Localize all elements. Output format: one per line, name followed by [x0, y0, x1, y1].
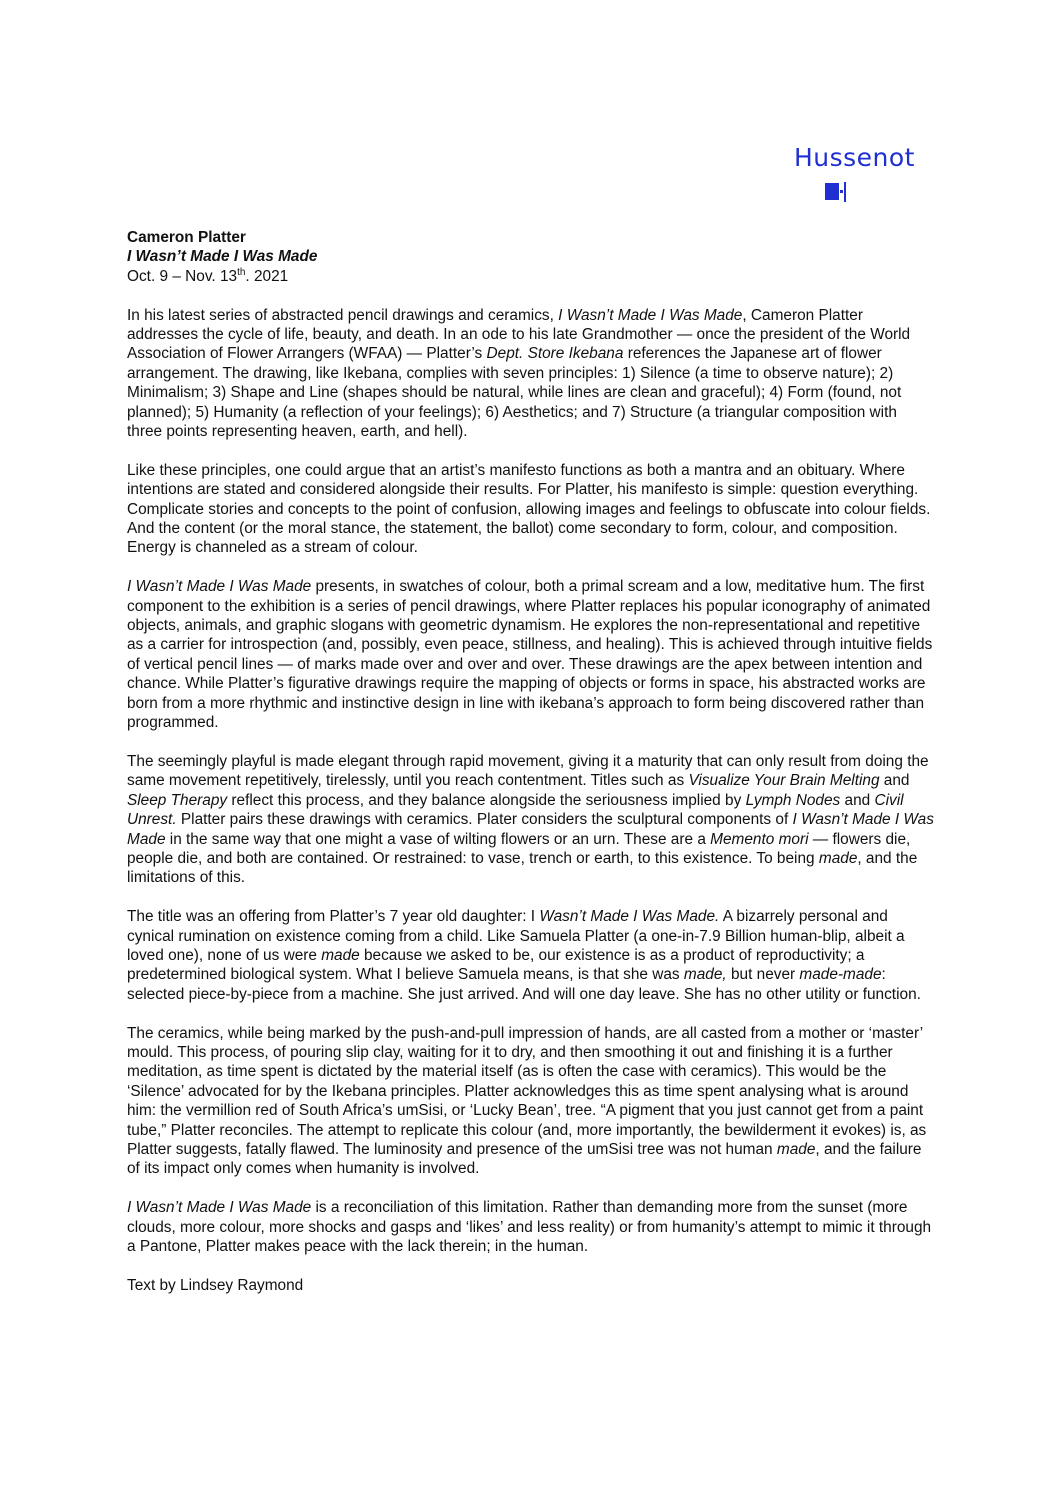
exhibition-heading	[127, 228, 935, 286]
paragraph-4: The seemingly playful is made elegant through rapid movement, giving it a maturity that can only result from doing the same movement repetitively, tirelessly, until you reach contentment. Titles such as Visualize Your Brain Melting and Sleep Therapy reflect this process, and they balance alongside the seriousness implied by Lymph Nodes and Civil Unrest. Platter pairs these drawings with ceramics. Plater considers the sculptural components of I Wasn’t Made I Was Made in the same way that one might a vase of wilting flowers or an urn. These are a Memento mori — flowers die, people die, and both are contained. Or restrained: to vase, trench or earth, to this existence. To being made, and the limitations of this.	[127, 752, 934, 887]
press-release-body	[127, 228, 935, 1295]
paragraph-6: The ceramics, while being marked by the push-and-pull impression of hands, are all casted from a mother or ‘master’ mould. This process, of pouring slip clay, waiting for it to dry, and then smoothing it out and finishing it is a further meditation, as time spent is dictated by the material itself (as is often the case with ceramics). This would be the ‘Silence’ advocated for by the Ikebana principles. Platter acknowledges this as time spent analysing what is around him: the vermillion red of South Africa’s umSisi, or ‘Lucky Bean’, tree. “A pigment that you just cannot get from a paint tube,” Platter reconciles. The attempt to replicate this colour (and, more importantly, the bewilderment it evokes) is, as Platter suggests, fatally flawed. The luminosity and presence of the umSisi tree was not human made, and the failure of its impact only comes when humanity is involved.	[127, 1024, 927, 1178]
paragraph-7: I Wasn’t Made I Was Made is a reconciliation of this limitation. Rather than demanding more from the sunset (more clouds, more colour, more shocks and gasps and ‘likes’ and less reality) or from humanity’s attempt to mimic it through a Pantone, Platter makes peace with the lack therein; in the human.	[127, 1199, 932, 1256]
exhibition-dates: Oct. 9 – Nov. 13th. 2021	[127, 266, 289, 285]
brand-logo-icon	[825, 182, 849, 202]
author-credit: Text by Lindsey Raymond	[127, 1276, 304, 1294]
paragraph-1: In his latest series of abstracted pencil drawings and ceramics, I Wasn’t Made I Was Made, Cameron Platter addresses the cycle of life, beauty, and death. In an ode to his late Grandmother — once the president of the World Association of Flower Arrangers (WFAA) — Platter’s Dept. Store Ikebana references the Japanese art of flower arrangement. The drawing, like Ikebana, complies with seven principles: 1) Silence (a time to observe nature); 2) Minimalism; 3) Shape and Line (shapes should be natural, while lines are clean and graceful); 4) Form (found, not planned); 5) Humanity (a reflection of your feelings); 6) Aesthetics; and 7) Structure (a triangular composition with three points representing heaven, earth, and hell).	[127, 306, 911, 441]
artist-name: Cameron Platter	[127, 229, 246, 246]
paragraph-2: Like these principles, one could argue that an artist’s manifesto functions as both a mantra and an obituary. Where intentions are stated and considered alongside their results. For Platter, his manifesto is simple: question everything. Complicate stories and concepts to the point of confusion, allowing images and feelings to obfuscate into colour fields. And the content (or the moral stance, the statement, the ballot) come secondary to form, colour, and composition. Energy is channeled as a stream of colour.	[127, 461, 931, 557]
paragraph-3: I Wasn’t Made I Was Made presents, in swatches of colour, both a primal scream and a low, meditative hum. The first component to the exhibition is a series of pencil drawings, where Platter replaces his popular iconography of animated objects, animals, and graphic slogans with geometric dynamism. He explores the non-representational and repetitive as a carrier for introspection (and, possibly, even peace, stillness, and healing). This is achieved through intuitive fields of vertical pencil lines — of marks made over and over and over. These drawings are the apex between intention and chance. While Platter’s figurative drawings require the mapping of objects or forms in space, his abstracted works are born from a more rhythmic and instinctive design in line with ikebana’s approach to form being discovered rather than programmed.	[127, 578, 933, 732]
exhibition-title: I Wasn’t Made I Was Made	[127, 248, 318, 266]
paragraph-5: The title was an offering from Platter’s 7 year old daughter: I Wasn’t Made I Was Made. A bizarrely personal and cynical rumination on existence coming from a child. Like Samuela Platter (a one-in-7.9 Billion human-blip, albeit a loved one), none of us were made because we asked to be, our existence is as a product of reproductivity; a predetermined biological system. What I believe Samuela means, is that she was made, but never made-made: selected piece-by-piece from a machine. She just arrived. And will one day leave. She has no other utility or function.	[127, 908, 921, 1003]
brand-logo-wordmark: Hussenot	[793, 143, 915, 172]
